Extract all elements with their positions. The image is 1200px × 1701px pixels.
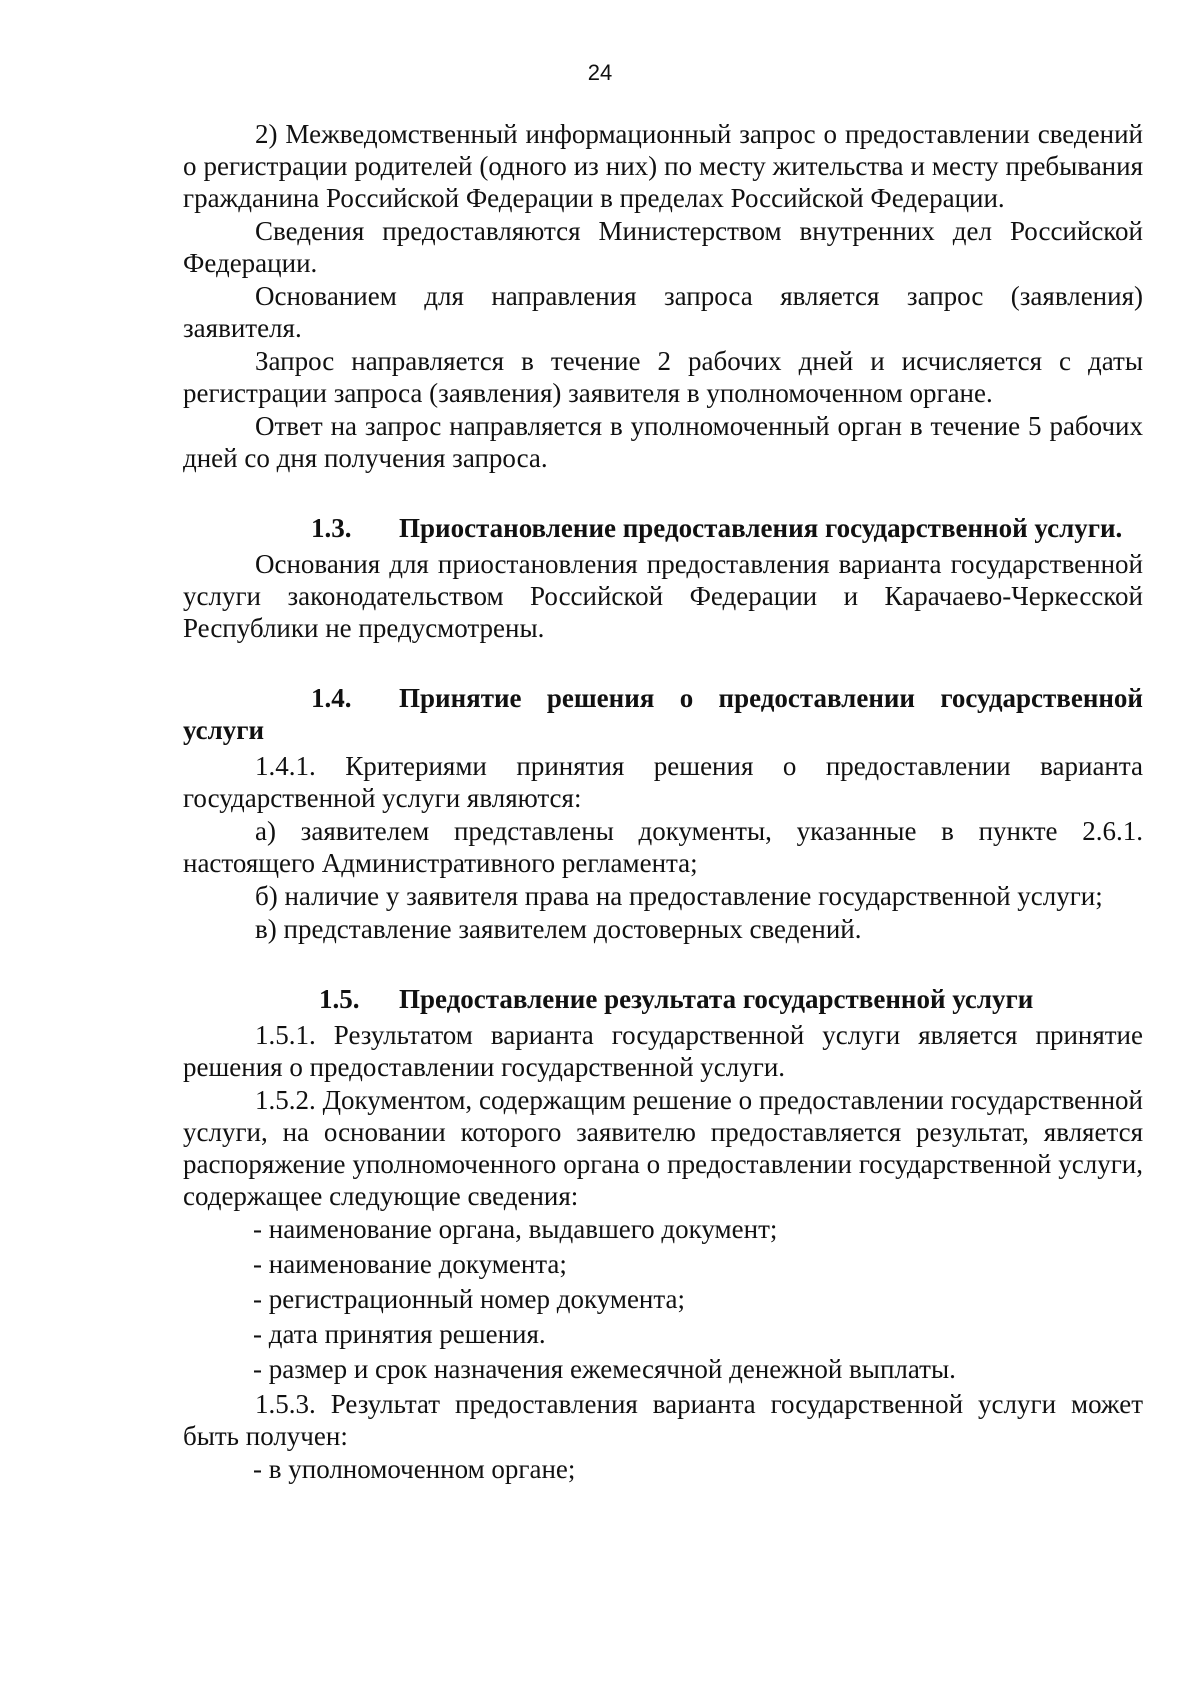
list-item: - наименование документа; — [253, 1249, 567, 1279]
paragraph: Ответ на запрос направляется в уполномоченный орган в течение 5 рабочих дней со дня получения запроса. — [183, 411, 1143, 473]
list-item: - в уполномоченном органе; — [253, 1454, 576, 1484]
paragraph: 1.5.1. Результатом варианта государственной услуги является принятие решения о предоставлении государственной услуги. — [183, 1020, 1143, 1082]
list-item: - размер и срок назначения ежемесячной денежной выплаты. — [253, 1354, 956, 1384]
paragraph: в) представление заявителем достоверных сведений. — [255, 914, 862, 944]
section-title: Приостановление предоставления государственной услуги. — [399, 513, 1123, 543]
paragraph: Сведения предоставляются Министерством внутренних дел Российской Федерации. — [183, 216, 1143, 278]
paragraph: 1.5.2. Документом, содержащим решение о предоставлении государственной услуги, на основании которого заявителю предоставляется результат, является распоряжение уполномоченного органа о предоставлении государственной услуги, содержащее следующие сведения: — [183, 1085, 1143, 1211]
paragraph: 2) Межведомственный информационный запрос о предоставлении сведений о регистрации родителей (одного из них) по месту жительства и месту пребывания гражданина Российской Федерации в пределах Российской Федерации. — [183, 119, 1143, 213]
page-number: 24 — [587, 60, 613, 85]
document-body — [183, 118, 1143, 1488]
paragraph: б) наличие у заявителя права на предоставление государственной услуги; — [255, 881, 1103, 911]
paragraph: 1.4.1. Критериями принятия решения о предоставлении варианта государственной услуги являются: — [183, 751, 1143, 813]
section-number: 1.3. — [311, 513, 352, 543]
list-item: - дата принятия решения. — [253, 1319, 546, 1349]
section-number: 1.5. — [319, 984, 360, 1014]
section-heading-1-5 — [183, 983, 1143, 1015]
section-number: 1.4. — [311, 683, 352, 713]
list-item: - наименование органа, выдавшего документ; — [253, 1214, 778, 1244]
section-title: Принятие решения о предоставлении государственной услуги — [183, 683, 1143, 745]
list-item: - регистрационный номер документа; — [253, 1284, 685, 1314]
paragraph: а) заявителем представлены документы, указанные в пункте 2.6.1. настоящего Административного регламента; — [183, 816, 1143, 878]
paragraph: 1.5.3. Результат предоставления варианта государственной услуги может быть получен: — [183, 1389, 1143, 1451]
section-title: Предоставление результата государственной услуги — [399, 984, 1034, 1014]
section-heading-1-3 — [183, 512, 1143, 544]
paragraph: Основанием для направления запроса является запрос (заявления) заявителя. — [183, 281, 1143, 343]
paragraph: Основания для приостановления предоставления варианта государственной услуги законодательством Российской Федерации и Карачаево-Черкесской Республики не предусмотрены. — [183, 549, 1143, 643]
paragraph: Запрос направляется в течение 2 рабочих дней и исчисляется с даты регистрации запроса (заявления) заявителя в уполномоченном органе. — [183, 346, 1143, 408]
section-heading-1-4 — [183, 682, 1143, 746]
